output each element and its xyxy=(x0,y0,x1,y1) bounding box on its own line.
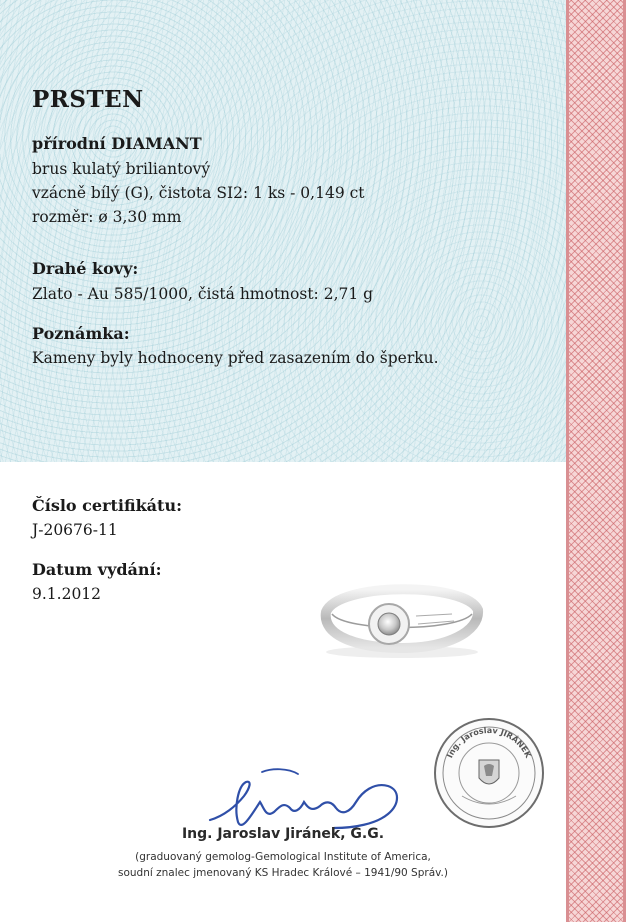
guilloche-background xyxy=(0,0,566,462)
product-title: PRSTEN xyxy=(32,86,144,113)
stone-heading: přírodní DIAMANT xyxy=(32,134,202,153)
stone-quality: vzácně bílý (G), čistota SI2: 1 ks - 0,149 ct xyxy=(32,184,365,202)
official-seal xyxy=(432,716,546,830)
seal-text: Ing. Jaroslav JIRÁNEK xyxy=(445,725,533,760)
metals-heading: Drahé kovy: xyxy=(32,259,139,278)
note-heading: Poznámka: xyxy=(32,324,130,343)
ring-photo xyxy=(286,528,508,688)
seal-graphic xyxy=(432,716,546,830)
signatory-credentials-1: (graduovaný gemolog-Gemological Institute of America, xyxy=(135,851,431,863)
ribbon-edge-left xyxy=(566,0,569,922)
stone-size: rozměr: ø 3,30 mm xyxy=(32,208,182,226)
ring-image xyxy=(286,528,508,688)
certificate-number-value: J-20676-11 xyxy=(32,521,118,539)
note-value: Kameny byly hodnoceny před zasazením do šperku. xyxy=(32,349,439,367)
metals-value: Zlato - Au 585/1000, čistá hmotnost: 2,71 g xyxy=(32,285,374,303)
issue-date-label: Datum vydání: xyxy=(32,560,162,579)
certificate-number-label: Číslo certifikátu: xyxy=(32,496,182,515)
decorative-ribbon xyxy=(566,0,626,922)
signatory-name: Ing. Jaroslav Jiránek, G.G. xyxy=(181,826,385,842)
signatory-credentials-2: soudní znalec jmenovaný KS Hradec Králové – 1941/90 Správ.) xyxy=(118,867,448,879)
stone-cut: brus kulatý briliantový xyxy=(32,160,211,178)
issue-date-value: 9.1.2012 xyxy=(32,585,102,603)
